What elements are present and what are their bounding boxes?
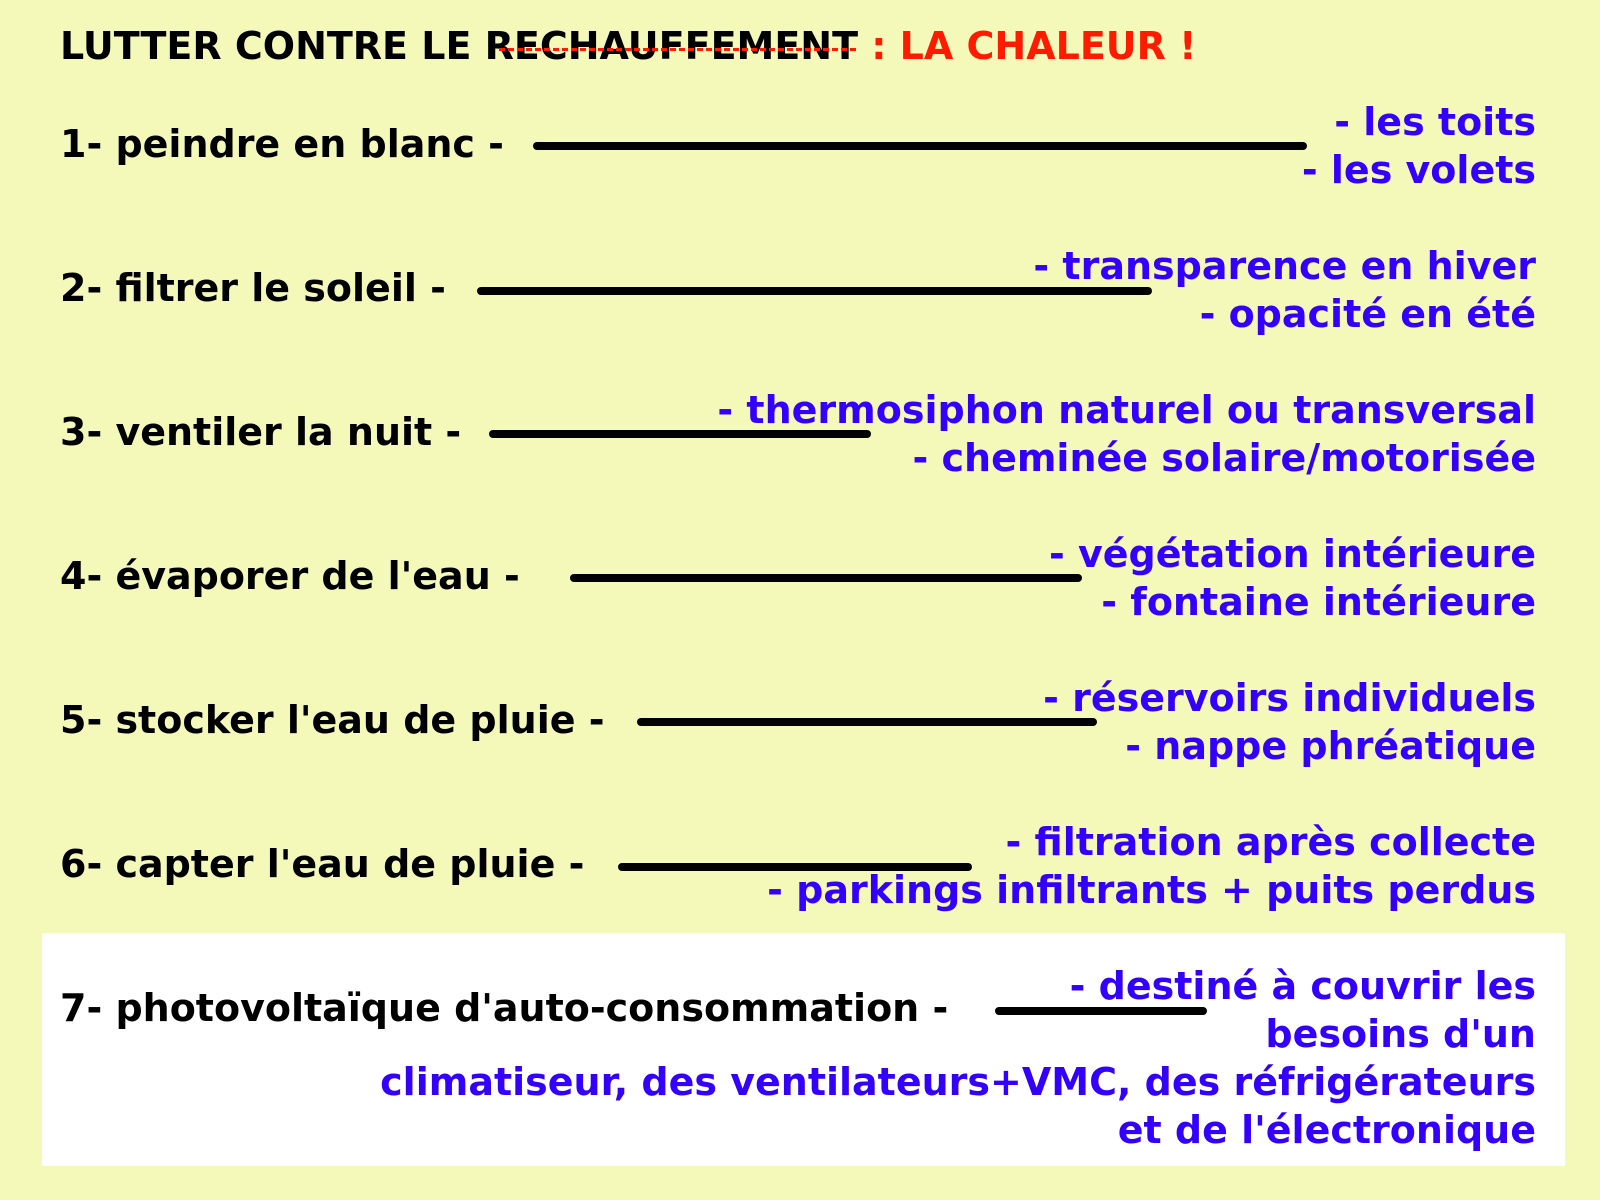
title-highlight: : LA CHALEUR ! [858,24,1197,68]
detail-line: - végétation intérieure [1048,532,1536,576]
connector-line [637,718,1097,726]
strategy-details [767,818,1536,914]
strategy-label: 5- stocker l'eau de pluie - [60,698,605,742]
detail-line: - fontaine intérieure [1101,580,1536,624]
strategy-details [1049,530,1536,626]
detail-line: - transparence en hiver [1033,244,1536,288]
detail-line: besoins d'un [1265,1012,1536,1056]
detail-line: - les volets [1301,148,1536,192]
detail-line: - thermosiphon naturel ou transversal [717,388,1536,432]
strategy-label: 1- peindre en blanc - [60,122,504,166]
detail-line: climatiseur, des ventilateurs+VMC, des réfrigérateurs [380,1060,1536,1104]
strategy-details [717,386,1536,482]
detail-line: - filtration après collecte [1005,820,1536,864]
detail-line: - nappe phréatique [1125,724,1536,768]
strategy-details [380,962,1536,1154]
detail-line: - les toits [1334,100,1536,144]
connector-line [533,142,1307,150]
strategy-label: 2- filtrer le soleil - [60,266,446,310]
strategy-details [1302,98,1536,194]
strategy-label: 4- évaporer de l'eau - [60,554,520,598]
title-prefix: LUTTER CONTRE LE [60,24,472,68]
connector-line [570,574,1082,582]
strategy-label: 7- photovoltaïque d'auto-consommation - [60,986,949,1030]
strategy-label: 6- capter l'eau de pluie - [60,842,585,886]
page-title [60,24,1197,68]
title-struck-word: RECHAUFFEMENT [471,24,859,68]
detail-line: et de l'électronique [1117,1108,1536,1152]
strategy-details [1033,242,1536,338]
detail-line: - cheminée solaire/motorisée [912,436,1536,480]
detail-line: - opacité en été [1199,292,1536,336]
detail-line: - parkings infiltrants + puits perdus [767,868,1536,912]
detail-line: - destiné à couvrir les [1069,964,1536,1008]
detail-line: - réservoirs individuels [1043,676,1536,720]
strategy-label: 3- ventiler la nuit - [60,410,462,454]
strategy-details [1043,674,1536,770]
